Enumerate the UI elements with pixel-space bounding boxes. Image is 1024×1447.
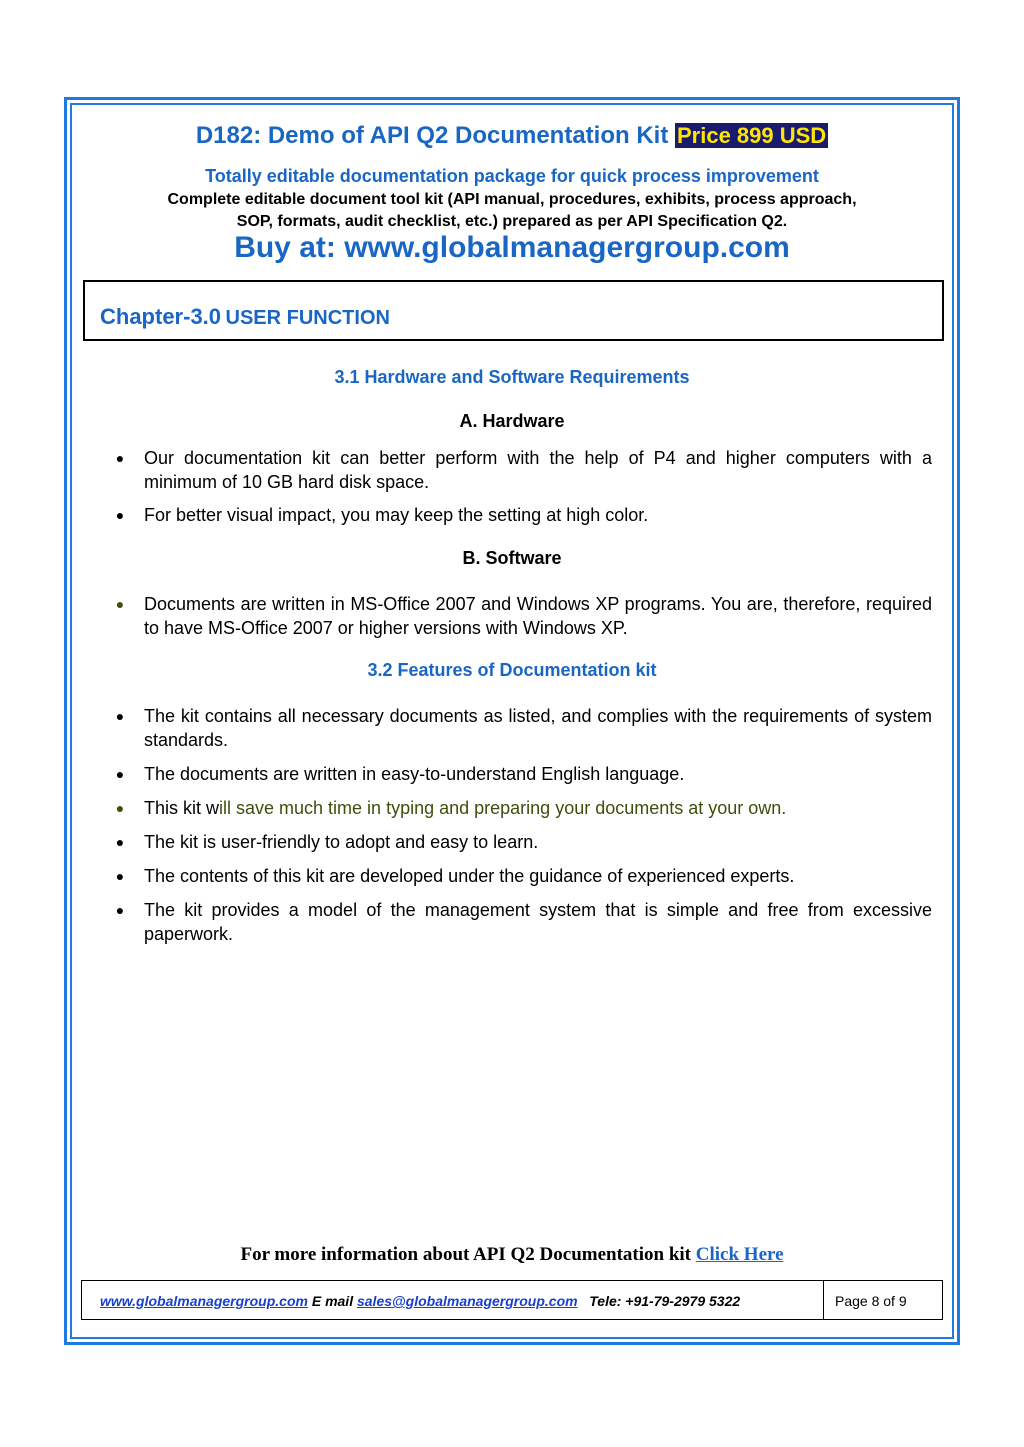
list-item [110,592,932,640]
bullet-icon: ● [115,507,125,523]
list-item [110,796,932,820]
click-here-link[interactable]: Click Here [695,1244,784,1265]
more-info-text: For more information about API Q2 Documentation kit [240,1244,692,1265]
list-item-text: The contents of this kit are developed under the guidance of experienced experts. [144,866,795,886]
footer-divider [823,1281,824,1319]
list-item-text: Documents are written in MS-Office 2007 and Windows XP programs. You are, therefore, required to have MS-Office 2007 or higher versions with Windows XP. [144,594,932,638]
subtitle: Totally editable documentation package for quick process improvement [205,166,819,186]
software-heading: B. Software [462,548,562,568]
bullet-icon: ● [115,766,125,782]
list-item [110,704,932,752]
more-info [0,1244,1024,1266]
bullet-icon: ● [115,868,125,884]
list-item-text-rest: ill save much time in typing and preparing your documents at your own. [219,798,787,818]
list-item-text: The kit contains all necessary documents as listed, and complies with the requirements of system standards. [144,706,932,750]
footer-website-link[interactable]: www.globalmanagergroup.com [100,1293,308,1309]
list-item [110,830,932,854]
footer-tele: Tele: +91-79-2979 5322 [589,1293,741,1309]
section-heading-3-1: 3.1 Hardware and Software Requirements [334,367,690,387]
footer [81,1280,943,1320]
description-line-1: Complete editable document tool kit (API manual, procedures, exhibits, process approach, [167,191,857,208]
list-item [110,864,932,888]
chapter-number: Chapter-3.0 [100,304,222,329]
description [90,189,934,233]
price-badge: Price 899 USD [676,123,827,148]
list-item [110,503,932,527]
document-title [0,122,1024,150]
page-number: Page 8 of 9 [835,1293,907,1309]
list-item [110,762,932,786]
title-text: D182: Demo of API Q2 Documentation Kit [195,122,669,149]
footer-contact [100,1293,740,1309]
bullet-icon: ● [115,902,125,918]
bullet-icon: ● [115,450,125,466]
list-item-text: The documents are written in easy-to-understand English language. [144,764,685,784]
list-item-text: Our documentation kit can better perform with the help of P4 and higher computers with a minimum of 10 GB hard disk space. [144,448,932,492]
list-item-text: The kit is user-friendly to adopt and easy to learn. [144,832,539,852]
hardware-heading: A. Hardware [459,411,565,431]
chapter-heading [100,304,390,330]
list-item-text [144,796,932,820]
list-item [110,446,932,494]
list-item-text: The kit provides a model of the management system that is simple and free from excessive paperwork. [144,900,932,944]
chapter-name: USER FUNCTION [225,307,390,329]
list-item-text-start: This kit w [144,798,220,818]
list-item-text: For better visual impact, you may keep the setting at high color. [144,505,649,525]
bullet-icon: ● [115,708,125,724]
footer-email-link[interactable]: sales@globalmanagergroup.com [356,1293,578,1309]
description-line-2: SOP, formats, audit checklist, etc.) prepared as per API Specification Q2. [236,213,788,230]
bullet-icon: ● [115,800,125,816]
list-item [110,898,932,946]
bullet-icon: ● [115,596,125,612]
chapter-box [83,280,944,341]
bullet-icon: ● [115,834,125,850]
section-heading-3-2: 3.2 Features of Documentation kit [367,660,657,680]
buy-link[interactable]: Buy at: www.globalmanagergroup.com [234,231,790,264]
footer-email-label: E mail [311,1293,354,1309]
